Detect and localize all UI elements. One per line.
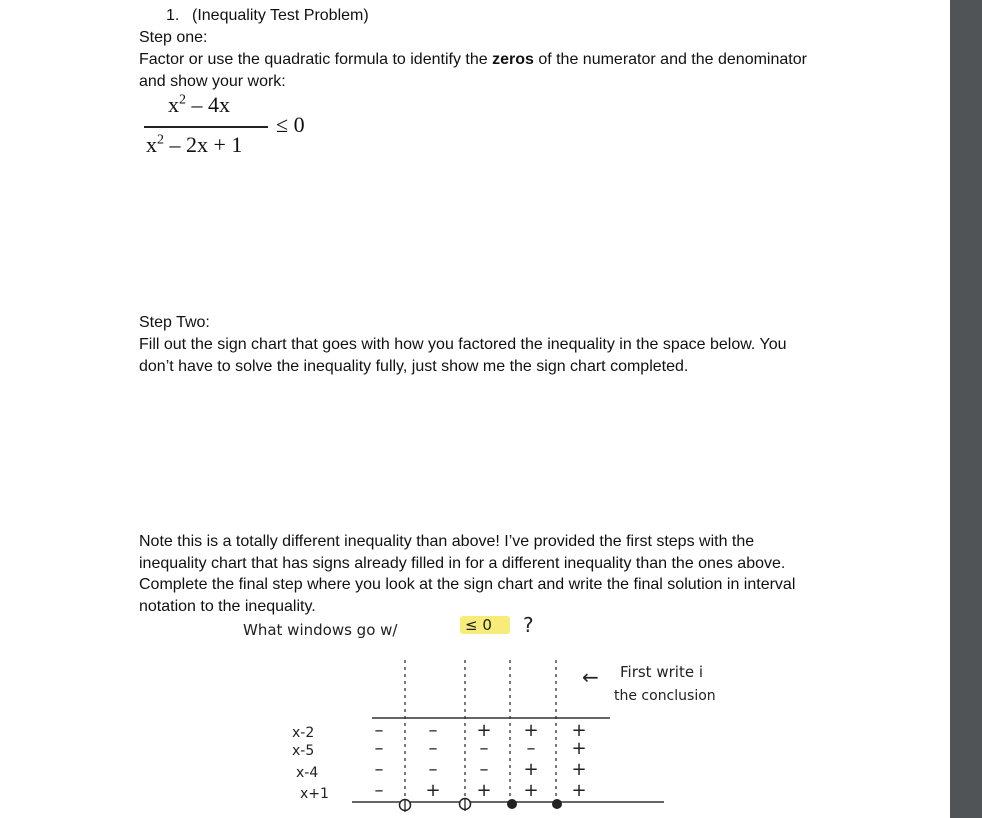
sign-cell: – bbox=[526, 738, 536, 759]
denominator-rest: – 2x + 1 bbox=[164, 132, 243, 157]
sign-cell: – bbox=[374, 738, 384, 759]
note-line-1: Note this is a totally different inequality than above! I’ve provided the first steps with the bbox=[139, 533, 755, 550]
factor-label: x+1 bbox=[300, 786, 329, 802]
numerator bbox=[168, 92, 230, 118]
step-one-instructions-line2: and show your work: bbox=[139, 73, 286, 90]
sign-cells bbox=[375, 720, 587, 801]
problem-heading bbox=[166, 5, 369, 27]
numerator-rest: – 4x bbox=[186, 92, 230, 117]
closed-point bbox=[552, 799, 562, 809]
sign-cell: – bbox=[374, 720, 384, 741]
fraction-bar bbox=[144, 126, 268, 128]
sign-cell: + bbox=[523, 780, 539, 801]
highlighted-leq-zero: ≤ 0 bbox=[465, 616, 492, 634]
sign-cell: – bbox=[428, 720, 438, 741]
closed-point bbox=[507, 799, 517, 809]
step-one-text-a: Factor or use the quadratic formula to identify the bbox=[139, 51, 493, 68]
sign-cell: – bbox=[479, 759, 489, 780]
problem-number: 1. bbox=[166, 7, 180, 24]
sign-cell: – bbox=[428, 759, 438, 780]
sign-cell: + bbox=[476, 780, 492, 801]
sign-cell: – bbox=[428, 738, 438, 759]
handwritten-question: What windows go w/ bbox=[243, 621, 398, 639]
sign-cell: – bbox=[374, 780, 384, 801]
step-one-bold: zeros bbox=[492, 51, 534, 68]
factor-label: x-5 bbox=[292, 743, 315, 759]
inequality-rhs: ≤ 0 bbox=[276, 112, 305, 137]
denominator-var: x bbox=[146, 132, 157, 157]
factor-label: x-2 bbox=[292, 725, 315, 741]
rational-inequality bbox=[140, 92, 330, 162]
sign-cell: + bbox=[476, 720, 492, 741]
handwritten-sign-chart bbox=[0, 600, 950, 818]
sign-cell: + bbox=[571, 780, 587, 801]
step-two-line-1: Fill out the sign chart that goes with how you factored the inequality in the space below. You bbox=[139, 336, 787, 353]
denominator-exponent: 2 bbox=[157, 132, 164, 148]
sign-cell: + bbox=[571, 759, 587, 780]
sign-cell: – bbox=[479, 738, 489, 759]
sign-cell: + bbox=[571, 738, 587, 759]
handwritten-question-mark: ? bbox=[523, 613, 534, 637]
step-one-text-b: of the numerator and the denominator bbox=[533, 51, 807, 68]
sign-cell: + bbox=[571, 720, 587, 741]
step-two-heading: Step Two: bbox=[139, 314, 210, 331]
note-line-3: Complete the final step where you look at the sign chart and write the final solution in interval bbox=[139, 576, 796, 593]
side-note-line-2: the conclusion bbox=[614, 688, 716, 704]
denominator bbox=[146, 132, 242, 158]
sign-cell: + bbox=[523, 759, 539, 780]
step-one-instructions bbox=[139, 49, 807, 71]
numerator-var: x bbox=[168, 92, 179, 117]
factor-labels bbox=[292, 725, 329, 802]
problem-title: (Inequality Test Problem) bbox=[192, 7, 369, 24]
note-line-2: inequality chart that has signs already filled in for a different inequality than the ones above. bbox=[139, 555, 786, 572]
factor-label: x-4 bbox=[296, 765, 319, 781]
side-note-line-1: First write i bbox=[620, 663, 703, 681]
sign-cell: – bbox=[374, 759, 384, 780]
step-two-line-2: don’t have to solve the inequality fully, just show me the sign chart completed. bbox=[139, 358, 689, 375]
note-line-4: notation to the inequality. bbox=[139, 598, 316, 615]
sign-cell: + bbox=[523, 720, 539, 741]
sign-cell: + bbox=[425, 780, 441, 801]
step-one-heading: Step one: bbox=[139, 29, 208, 46]
arrow-left-icon: ← bbox=[582, 665, 599, 689]
numerator-exponent: 2 bbox=[179, 92, 186, 108]
